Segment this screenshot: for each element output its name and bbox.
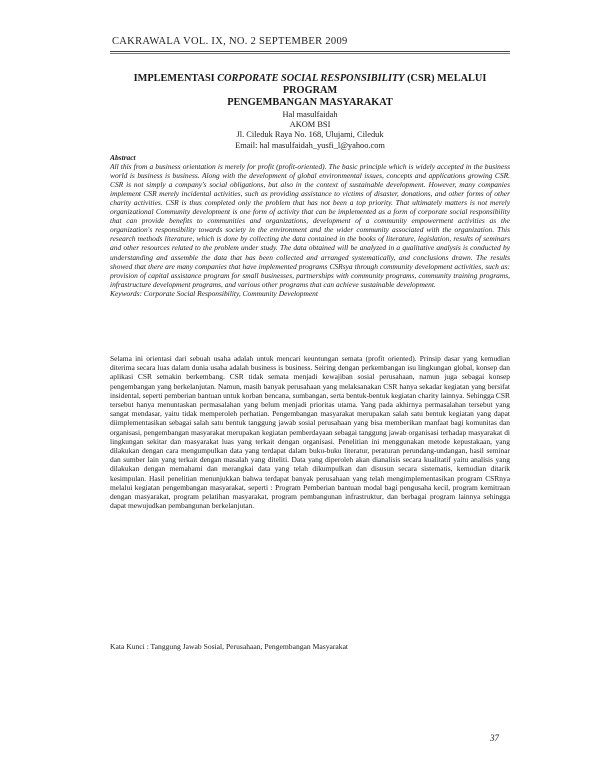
page-number: 37 bbox=[490, 733, 499, 743]
title-italic-term: CORPORATE SOCIAL RESPONSIBILITY bbox=[217, 73, 405, 84]
kata-kunci: Kata Kunci : Tanggung Jawab Sosial, Perusahaan, Pengembangan Masyarakat bbox=[110, 642, 349, 651]
author-name: Hal masulfaidah bbox=[282, 110, 338, 119]
title-suffix: (CSR) MELALUI PROGRAM bbox=[282, 73, 487, 96]
author-block bbox=[110, 110, 510, 151]
header-rule-thin bbox=[110, 53, 510, 54]
running-header: CAKRAWALA VOL. IX, NO. 2 SEPTEMBER 2009 bbox=[112, 36, 348, 47]
abstract-heading: Abstract bbox=[110, 153, 136, 162]
abstract-section bbox=[110, 153, 510, 298]
header-rule bbox=[110, 51, 510, 52]
abstract-text: All this from a business orientation is merely for profit (profit-oriented). The basic principle which is widely accepted in the business world is business is business. Along with the development of global environmental issues, concepts and applications growing CSR. CSR is not simply a company's social obligations, but also in the context of sustainable development. However, many companies implement CSR merely incidental activities, such as providing assistance to victims of disaster, donations, and other forms of other charity activities. CSR is thus completed only the problem that has not been a top priority. That ultimately matters is not merely organizational Community development is one form of activity that can be implemented as a form of corporate social responsibility that can provide benefits to communities and organizations, development of a community empowerment activities as the organization's responsibility towards society in the environment and the wider community associated with the organization. This research methods literature, which is done by collecting the data contained in the books of literature, legislation, results of seminars and other resources related to the problem under study. The data obtained will be analyzed in a qualitative analysis is conducted by understanding and assemble the data that has been collected and arranged systematically, and conclusions drawn. The results showed that there are many companies that have implemented programs CSRsya through community development activities, such as: provision of capital assistance program for small businesses, partnerships with community programs, community training programs, infrastructure development programs, and various other programs that can achieve sustainable development. bbox=[110, 162, 510, 289]
body-paragraph: Selama ini orientasi dari sebuah usaha adalah untuk mencari keuntungan semata (profit oriented). Prinsip dasar yang kemudian diterima secara luas dalam dunia usaha adalah business is business. Seiring dengan perkembangan isu lingkungan global, konsep dan aplikasi CSR semakin berkembang. CSR tidak semata menjadi kewajiban sosial perusahaan, namun juga sebagai konsep pengembangan yang berkelanjutan. Namun, masih banyak perusahaan yang melaksanakan CSR hanya sekadar kegiatan yang bersifat insidental, seperti pemberian bantuan untuk korban bencana, sumbangan, serta bentuk-bentuk kegiatan charity lainnya. Sehingga CSR tersebut hanya menuntaskan permasalahan yang belum menjadi prioritas utama. Yang pada akhirnya permasalahan tersebut yang sangat mendasar, yaitu tidak memperoleh perhatian. Pengembangan masyarakat merupakan salah satu bentuk kegiatan yang dapat diimplementasikan sebagai salah satu bentuk tanggung jawab sosial perusahaan yang bisa memberikan manfaat bagi komunitas dan organisasi, pengembangan masyarakat merupakan kegiatan pemberdayaan sebagai tanggung jawab organisasi terhadap masyarakat di lingkungan sekitar dan masyarakat luas yang terkait dengan organisasi. Penelitian ini menggunakan metode kepustakaan, yang dilakukan dengan cara mengumpulkan data yang terdapat dalam buku-buku literatur, peraturan perundang-undangan, hasil seminar dan sumber lain yang terkait dengan masalah yang diteliti. Data yang diperoleh akan dianalisis secara kualitatif yaitu analisis yang dilakukan dengan memahami dan merangkai data yang telah dikumpulkan dan disusun secara sistematis, kemudian ditarik kesimpulan. Hasil penelitian menunjukkan bahwa terdapat banyak perusahaan yang telah mengimplementasikan program CSRnya melalui kegiatan pengembangan masyarakat, seperti : Program Pemberian bantuan modal bagi pengusaha kecil, program kemitraan dengan masyarakat, program pelatihan masyarakat, program pembangunan infrastruktur, dan berbagai program lainnya sehingga dapat mewujudkan pembangunan berkelanjutan. bbox=[110, 354, 510, 511]
title-line-2: PENGEMBANGAN MASYARAKAT bbox=[227, 97, 393, 108]
author-email: Email: hal masulfaidah_yusfi_l@yahoo.com bbox=[235, 140, 385, 150]
title-prefix: IMPLEMENTASI bbox=[133, 73, 218, 84]
author-address: Jl. Cileduk Raya No. 168, Ulujami, Cileduk bbox=[236, 130, 384, 140]
paper-title bbox=[110, 73, 510, 109]
author-institution: AKOM BSI bbox=[289, 120, 331, 130]
body-section bbox=[110, 354, 510, 510]
abstract-keywords: Keywords: Corporate Social Responsibility, Community Development bbox=[110, 288, 318, 298]
